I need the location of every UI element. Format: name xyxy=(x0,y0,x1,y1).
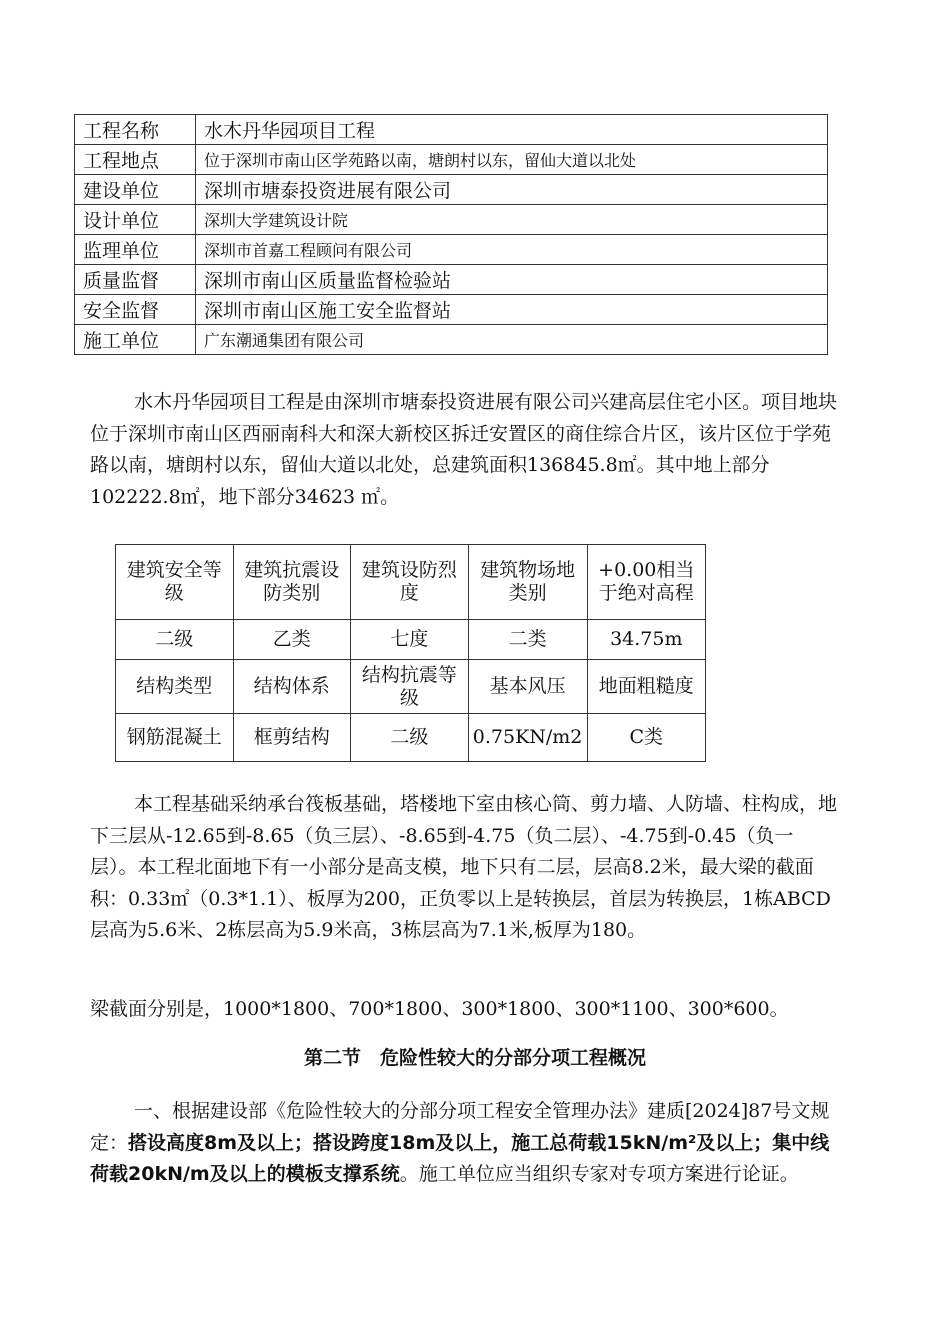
info-row xyxy=(75,295,828,325)
overview-text: 水木丹华园项目工程是由深圳市塘泰投资进展有限公司兴建高层住宅小区。项目地块位于深圳市南山区西丽南科大和深大新校区拆迁安置区的商住综合片区，该片区位于学苑路以南，塘朗村以东，留仙大道以北处，总建筑面积136845.8㎡。其中地上部分102222.8㎡，地下部分34623 ㎡。 xyxy=(90,391,838,508)
project-info-table xyxy=(74,114,828,355)
params-row xyxy=(116,714,706,762)
beam-text: 梁截面分别是，1000*1800、700*1800、300*1800、300*1100、300*600。 xyxy=(90,998,789,1020)
params-cell: 建筑设防烈度 xyxy=(351,545,469,620)
info-value: 深圳市塘泰投资进展有限公司 xyxy=(196,175,828,205)
params-cell: 钢筋混凝土 xyxy=(116,714,234,762)
params-row xyxy=(116,545,706,620)
params-cell: 二级 xyxy=(351,714,469,762)
info-value: 深圳市首嘉工程顾问有限公司 xyxy=(196,235,828,265)
info-value: 水木丹华园项目工程 xyxy=(196,115,828,145)
params-cell: 34.75m xyxy=(587,620,705,660)
info-label: 施工单位 xyxy=(75,325,196,355)
params-cell: 二级 xyxy=(116,620,234,660)
info-row xyxy=(75,325,828,355)
params-cell: 基本风压 xyxy=(468,660,587,714)
params-cell: 框剪结构 xyxy=(233,714,351,762)
params-cell: 七度 xyxy=(351,620,469,660)
info-row xyxy=(75,145,828,175)
params-cell: 结构类型 xyxy=(116,660,234,714)
info-row xyxy=(75,265,828,295)
info-label: 监理单位 xyxy=(75,235,196,265)
params-cell: 乙类 xyxy=(233,620,351,660)
params-cell: 0.75KN/m2 xyxy=(468,714,587,762)
regulation-paragraph xyxy=(90,1096,838,1191)
info-value: 深圳大学建筑设计院 xyxy=(196,205,828,235)
info-row xyxy=(75,115,828,145)
params-cell: 结构抗震等级 xyxy=(351,660,469,714)
info-label: 工程名称 xyxy=(75,115,196,145)
info-row xyxy=(75,235,828,265)
info-row xyxy=(75,205,828,235)
foundation-paragraph xyxy=(90,789,838,947)
params-row xyxy=(116,620,706,660)
params-cell: +0.00相当于绝对高程 xyxy=(587,545,705,620)
params-cell: 建筑抗震设防类别 xyxy=(233,545,351,620)
params-cell: 地面粗糙度 xyxy=(587,660,705,714)
overview-paragraph xyxy=(90,387,838,513)
info-label: 工程地点 xyxy=(75,145,196,175)
params-cell: 二类 xyxy=(468,620,587,660)
params-cell: C类 xyxy=(587,714,705,762)
info-label: 建设单位 xyxy=(75,175,196,205)
info-value: 深圳市南山区施工安全监督站 xyxy=(196,295,828,325)
params-cell: 建筑安全等级 xyxy=(116,545,234,620)
foundation-text: 本工程基础采纳承台筏板基础，塔楼地下室由核心筒、剪力墙、人防墙、柱构成，地下三层从-12.65到-8.65（负三层）、-8.65到-4.75（负二层）、-4.75到-0.45（负一层）。本工程北面地下有一小部分是高支模，地下只有二层，层高8.2米，最大梁的截面积：0.33㎡（0.3*1.1）、板厚为200，正负零以上是转换层，首层为转换层，1栋ABCD层高为5.6米、2栋层高为5.9米高，3栋层高为7.1米,板厚为180。 xyxy=(90,793,838,941)
info-value: 位于深圳市南山区学苑路以南，塘朗村以东，留仙大道以北处 xyxy=(196,145,828,175)
regulation-intro: 一、根据建设部《危险性较大的分部分项工程安全管理办法》建质[2024]87号文规定： xyxy=(90,1100,830,1154)
beam-section-paragraph xyxy=(90,994,838,1026)
params-cell: 建筑物场地类别 xyxy=(468,545,587,620)
section-heading: 第二节 危险性较大的分部分项工程概况 xyxy=(303,1047,646,1069)
info-label: 设计单位 xyxy=(75,205,196,235)
info-value: 深圳市南山区质量监督检验站 xyxy=(196,265,828,295)
info-row xyxy=(75,175,828,205)
info-label: 质量监督 xyxy=(75,265,196,295)
info-label: 安全监督 xyxy=(75,295,196,325)
info-value: 广东潮通集团有限公司 xyxy=(196,325,828,355)
regulation-outro: 。施工单位应当组织专家对专项方案进行论证。 xyxy=(399,1163,799,1185)
params-row xyxy=(116,660,706,714)
building-parameters-table xyxy=(115,544,706,762)
params-cell: 结构体系 xyxy=(233,660,351,714)
regulation-bold: 搭设高度8m及以上；搭设跨度18m及以上，施工总荷载15kN/m²及以上；集中线荷载20kN/m及以上的模板支撑系统 xyxy=(90,1131,830,1185)
